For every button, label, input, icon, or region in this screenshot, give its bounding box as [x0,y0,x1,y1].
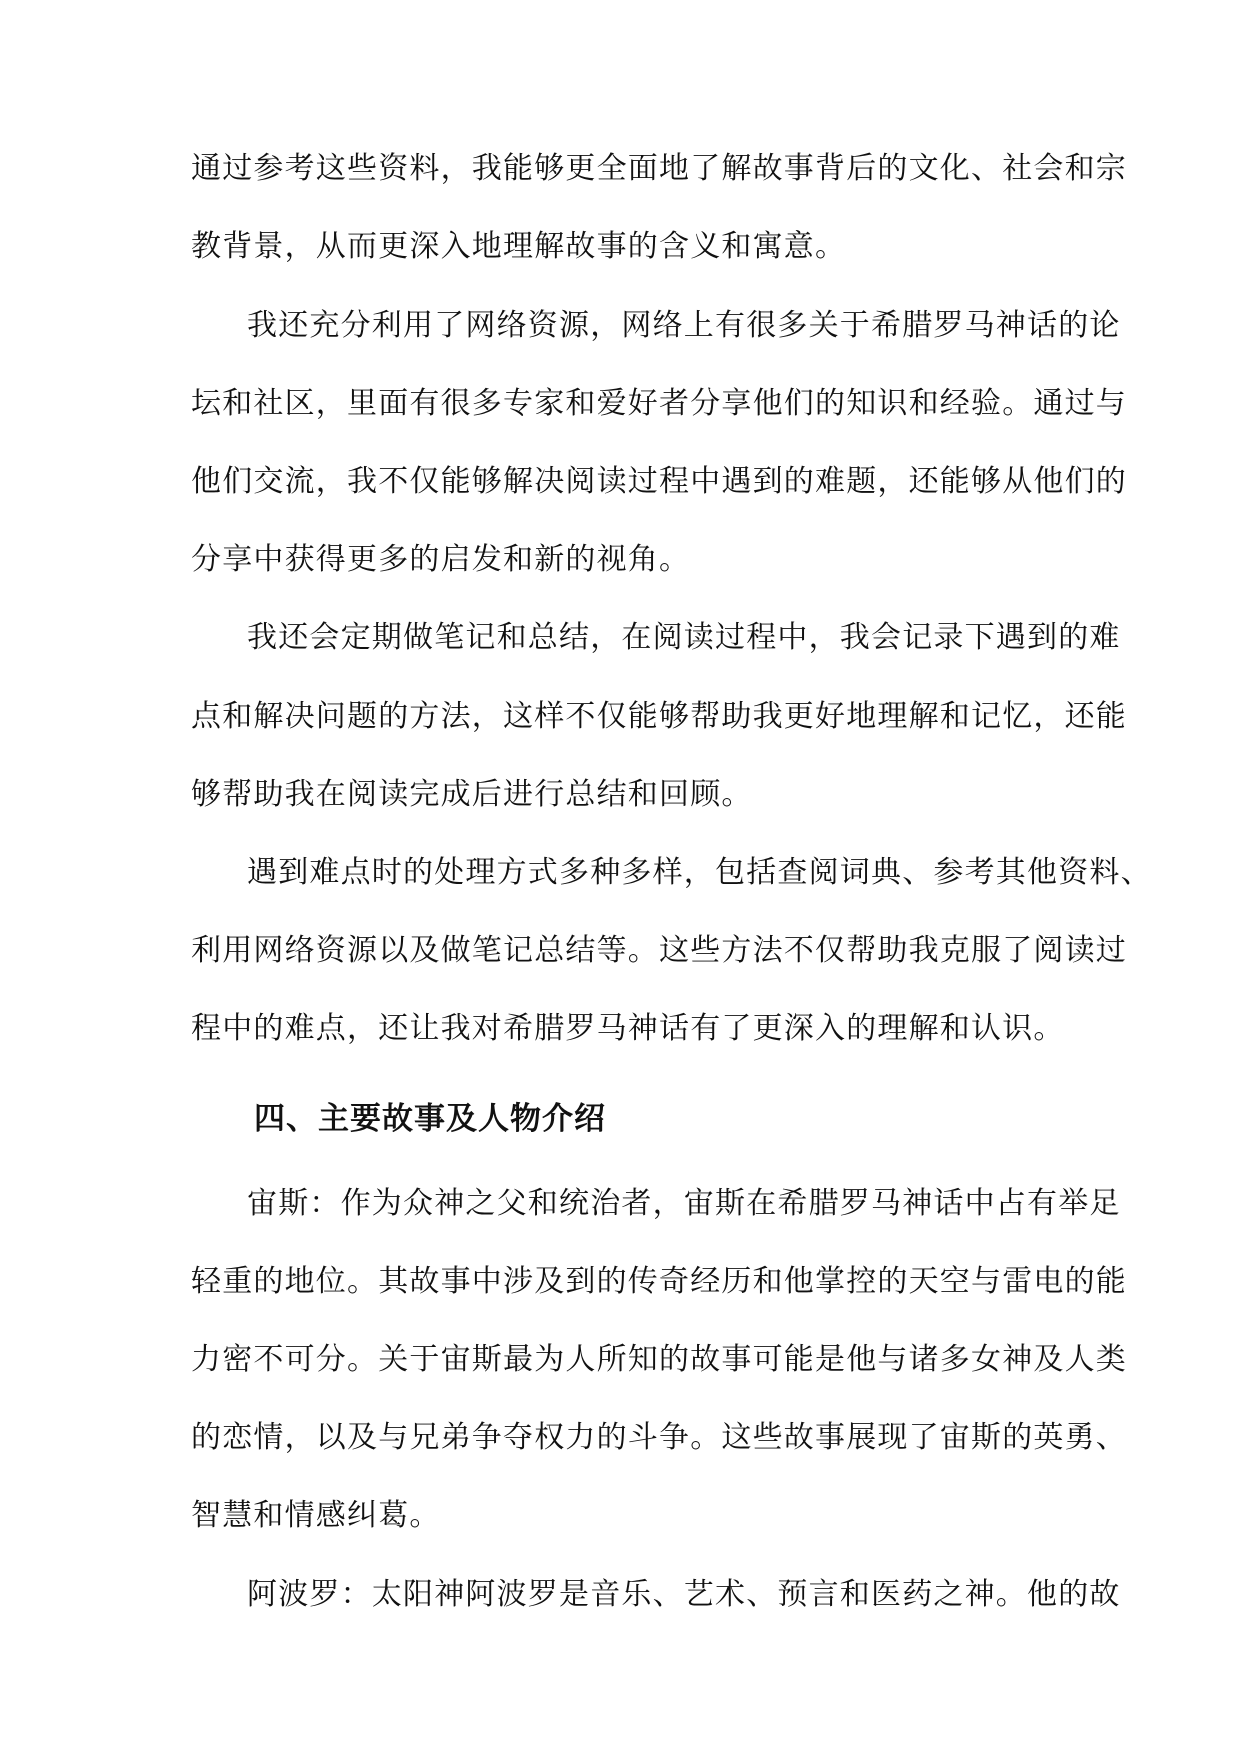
paragraph-2-line-2: 坛和社区，里面有很多专家和爱好者分享他们的知识和经验。通过与 [191,386,1127,421]
zeus-paragraph-line-1: 宙斯：作为众神之父和统治者，宙斯在希腊罗马神话中占有举足 [247,1186,1121,1221]
paragraph-3-line-3: 够帮助我在阅读完成后进行总结和回顾。 [191,777,753,812]
zeus-paragraph-line-3: 力密不可分。关于宙斯最为人所知的故事可能是他与诸多女神及人类 [191,1342,1127,1377]
zeus-paragraph-line-2: 轻重的地位。其故事中涉及到的传奇经历和他掌控的天空与雷电的能 [191,1264,1127,1299]
paragraph-2-line-3: 他们交流，我不仅能够解决阅读过程中遇到的难题，还能够从他们的 [191,464,1127,499]
paragraph-4-line-2: 利用网络资源以及做笔记总结等。这些方法不仅帮助我克服了阅读过 [191,933,1127,968]
paragraph-1-line-1: 通过参考这些资料，我能够更全面地了解故事背后的文化、社会和宗 [191,151,1127,186]
zeus-paragraph-line-4: 的恋情，以及与兄弟争夺权力的斗争。这些故事展现了宙斯的英勇、 [191,1420,1127,1455]
paragraph-1-line-2: 教背景，从而更深入地理解故事的含义和寓意。 [191,229,847,264]
paragraph-4-line-3: 程中的难点，还让我对希腊罗马神话有了更深入的理解和认识。 [191,1011,1065,1046]
paragraph-4-line-1: 遇到难点时的处理方式多种多样，包括查阅词典、参考其他资料、 [247,855,1152,890]
section-heading: 四、主要故事及人物介绍 [254,1101,606,1137]
paragraph-3-line-1: 我还会定期做笔记和总结，在阅读过程中，我会记录下遇到的难 [247,620,1121,655]
paragraph-2-line-4: 分享中获得更多的启发和新的视角。 [191,542,691,577]
zeus-paragraph-line-5: 智慧和情感纠葛。 [191,1498,441,1533]
paragraph-3-line-2: 点和解决问题的方法，这样不仅能够帮助我更好地理解和记忆，还能 [191,699,1127,734]
paragraph-2-line-1: 我还充分利用了网络资源，网络上有很多关于希腊罗马神话的论 [247,308,1121,343]
apollo-paragraph-line-1: 阿波罗：太阳神阿波罗是音乐、艺术、预言和医药之神。他的故 [247,1577,1121,1612]
